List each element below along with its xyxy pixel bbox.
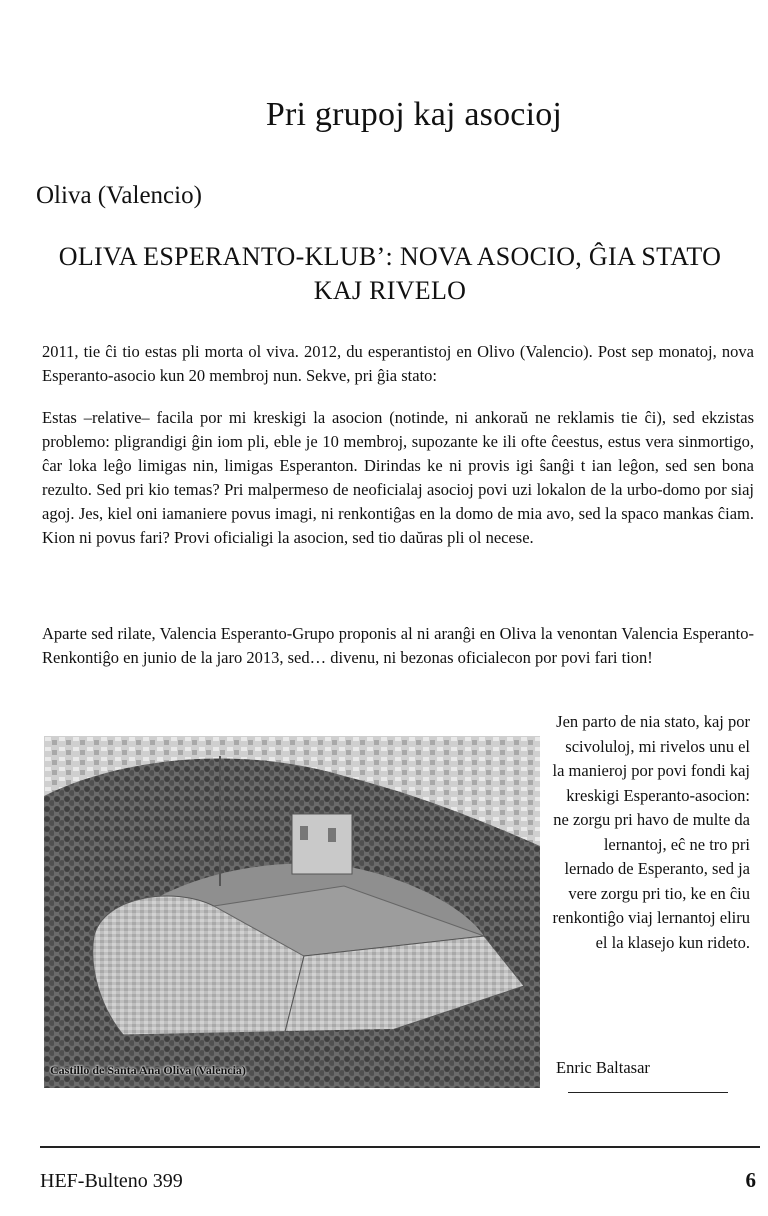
paragraph-3: Aparte sed rilate, Valencia Esperanto-Grupo proponis al ni aranĝi en Oliva la venontan Valencia Esperanto-Renkontiĝo en junio de la jaro 2013, sed… divenu, ni bezonas oficialecon por povi fari tion! (42, 624, 754, 667)
paragraph-1: 2011, tie ĉi tio estas pli morta ol viva. 2012, du esperantistoj en Olivo (Valencio). Post sep monatoj, nova Esperanto-asocio kun 20 membroj nun. Sekve, pri ĝia stato: (42, 342, 754, 385)
footer-divider (40, 1146, 760, 1148)
paragraph-2: Estas –relative– facila por mi kreskigi la asocion (notinde, ni ankoraŭ ne reklamis tie ĉi), sed ekzistas problemo: pligrandigi ĝin iom pli, eble je 10 membroj, supozante ke ili ofte ĉeestus, estus vera sinmortigo, ĉar loka leĝo limigas nin, limigas Esperanton. Dirindas ke ni provis igi ŝanĝi t ian leĝon, sed sen bona rezulto. Sed pri kio temas? Pri malpermeso de neoficialaj asocioj povi uzi lokalon de la urbo-domo por siaj agoj. Jes, kiel oni iamaniere povus imagi, ni renkontiĝas en la domo de mia avo, sed la spaco mankas ĉiam. Kion ni povus fari? Provi oficialigi la asocion, sed tio daŭras pli ol necese. (42, 408, 754, 547)
location-heading: Oliva (Valencio) (36, 182, 202, 209)
article-headline: OLIVA ESPERANTO-KLUB’: NOVA ASOCIO, ĜIA STATO KAJ RIVELO (58, 242, 722, 305)
page-number: 6 (745, 1168, 756, 1192)
castle-photo (44, 736, 540, 1088)
signature-rule (568, 1092, 728, 1093)
section-title: Pri grupoj kaj asocioj (265, 96, 563, 133)
author-name: Enric Baltasar (556, 1058, 650, 1077)
footer-publication: HEF-Bulteno 399 (40, 1170, 183, 1192)
side-column-text: Jen parto de nia stato, kaj por scivoluloj, mi rivelos unu el la manieroj por povi fondi kaj kreskigi Esperanto-asocion: ne zorgu pri havo de multe da lernantoj, eĉ ne tro pri lernado de Esperanto, sed ja vere zorgu pri tio, ke en ĉiu renkontiĝo viaj lernantoj eliru el la klasejo kun rideto. (552, 712, 750, 952)
castle-photo-image (44, 736, 540, 1088)
photo-caption: Castillo de Santa Ana Oliva (Valencia) (50, 1063, 246, 1077)
